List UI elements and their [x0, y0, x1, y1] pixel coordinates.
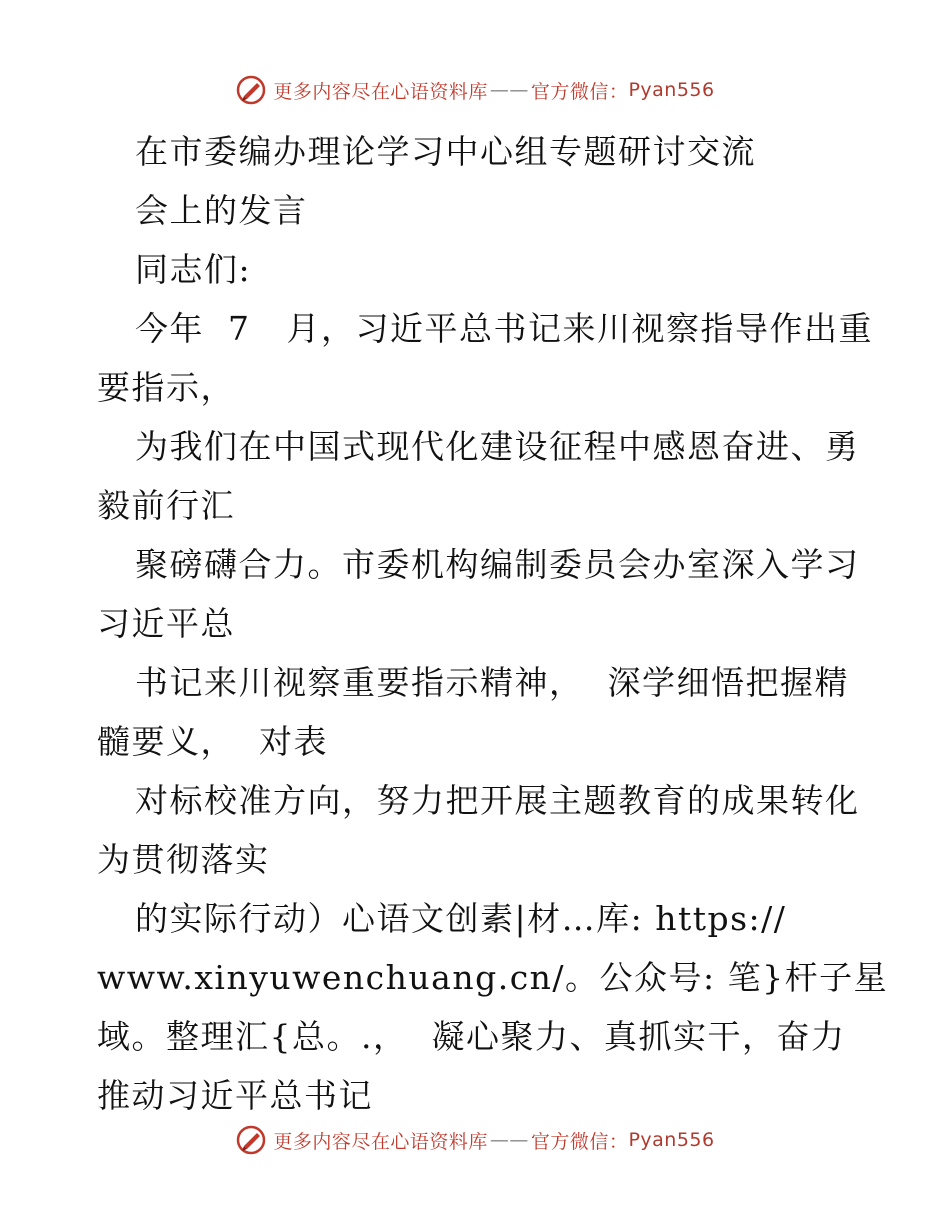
- banner-separator: ——: [489, 1129, 529, 1151]
- doc-line: 书记来川视察重要指示精神， 深学细悟把握精: [135, 663, 849, 702]
- banner-label: 官方微信：: [530, 80, 629, 103]
- doc-line: 聚磅礴合力。市委机构编制委员会办室深入学习: [135, 545, 860, 584]
- doc-line: 推动习近平总书记: [97, 1076, 373, 1115]
- doc-line: www.xinyuwenchuang.cn/。公众号: 笔}杆子星: [97, 958, 889, 997]
- banner-wechat-id: Pyan556: [628, 79, 715, 101]
- doc-title-line-2: 会上的发言: [135, 191, 308, 230]
- banner-text: 更多内容尽在心语资料库: [273, 80, 488, 103]
- banner-wechat-id: Pyan556: [628, 1129, 715, 1151]
- footer-watermark-banner: [0, 1122, 950, 1158]
- pen-logo-icon: [235, 74, 267, 106]
- doc-line: 为贯彻落实: [97, 840, 270, 879]
- doc-line: 今年 7 月，习近平总书记来川视察指导作出重: [135, 309, 873, 348]
- doc-line: 的实际行动）心语文创素|材…库: https://: [135, 899, 787, 938]
- header-watermark-banner: [0, 72, 950, 108]
- banner-separator: ——: [489, 79, 529, 101]
- doc-title-line-1: 在市委编办理论学习中心组专题研讨交流: [135, 132, 756, 171]
- banner-label: 官方微信：: [530, 1130, 629, 1153]
- doc-line: 毅前行汇: [97, 486, 235, 525]
- doc-line: 习近平总: [97, 604, 235, 643]
- pen-logo-icon: [235, 1124, 267, 1156]
- doc-line: 域。整理汇{总。.， 凝心聚力、真抓实干，奋力: [97, 1017, 846, 1056]
- doc-line: 要指示，: [97, 368, 235, 407]
- doc-line: 髓要义， 对表: [97, 722, 328, 761]
- banner-text: 更多内容尽在心语资料库: [273, 1130, 488, 1153]
- doc-line: 对标校准方向，努力把开展主题教育的成果转化: [135, 781, 860, 820]
- document-body: [97, 122, 889, 1125]
- doc-salutation: 同志们:: [135, 250, 252, 289]
- doc-line: 为我们在中国式现代化建设征程中感恩奋进、勇: [135, 427, 860, 466]
